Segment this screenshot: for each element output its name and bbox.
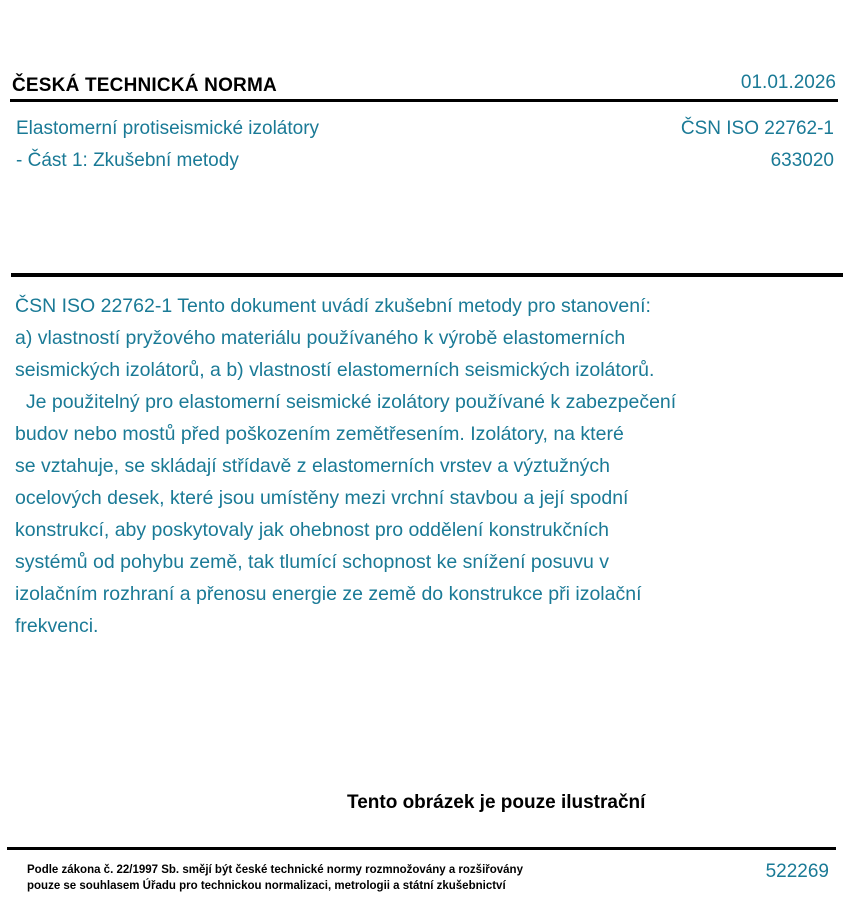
abstract-line: seismických izolátorů, a b) vlastností elastomerních seismických izolátorů. xyxy=(15,359,655,381)
standard-name-line1: Elastomerní protiseismické izolátory xyxy=(16,118,320,139)
abstract-text xyxy=(15,290,755,642)
abstract-line: frekvenci. xyxy=(15,615,99,637)
classification-number: 633020 xyxy=(770,150,834,171)
footer-divider xyxy=(7,847,836,850)
abstract-line: budov nebo mostů před poškozením zemětřesením. Izolátory, na které xyxy=(15,423,624,445)
illustration-note: Tento obrázek je pouze ilustrační xyxy=(347,792,646,813)
standard-code: ČSN ISO 22762-1 xyxy=(680,118,834,139)
legal-line: pouze se souhlasem Úřadu pro technickou normalizaci, metrologii a státní zkušebnictví xyxy=(27,880,506,892)
document-number: 522269 xyxy=(765,861,829,882)
abstract-line: ocelových desek, které jsou umístěny mezi vrchní stavbou a její spodní xyxy=(15,487,629,509)
legal-notice xyxy=(27,862,523,894)
publication-date: 01.01.2026 xyxy=(740,72,836,93)
abstract-line: konstrukcí, aby poskytovaly jak ohebnost pro oddělení konstrukčních xyxy=(15,519,609,541)
abstract-line: Je použitelný pro elastomerní seismické izolátory používané k zabezpečení xyxy=(15,391,677,413)
abstract-line: ČSN ISO 22762-1 Tento dokument uvádí zkušební metody pro stanovení: xyxy=(15,295,651,317)
abstract-line: systémů od pohybu země, tak tlumící schopnost ke snížení posuvu v xyxy=(15,551,609,573)
standard-name-line2: - Část 1: Zkušební metody xyxy=(16,150,239,171)
header-divider xyxy=(10,99,838,102)
norm-title: ČESKÁ TECHNICKÁ NORMA xyxy=(12,75,277,96)
legal-line: Podle zákona č. 22/1997 Sb. smějí být české technické normy rozmnožovány a rozšiřovány xyxy=(27,864,523,876)
section-divider xyxy=(11,273,843,277)
abstract-line: se vztahuje, se skládají střídavě z elastomerních vrstev a výztužných xyxy=(15,455,611,477)
abstract-line: izolačním rozhraní a přenosu energie ze země do konstrukce při izolační xyxy=(15,583,642,605)
abstract-line: a) vlastností pryžového materiálu používaného k výrobě elastomerních xyxy=(15,327,626,349)
